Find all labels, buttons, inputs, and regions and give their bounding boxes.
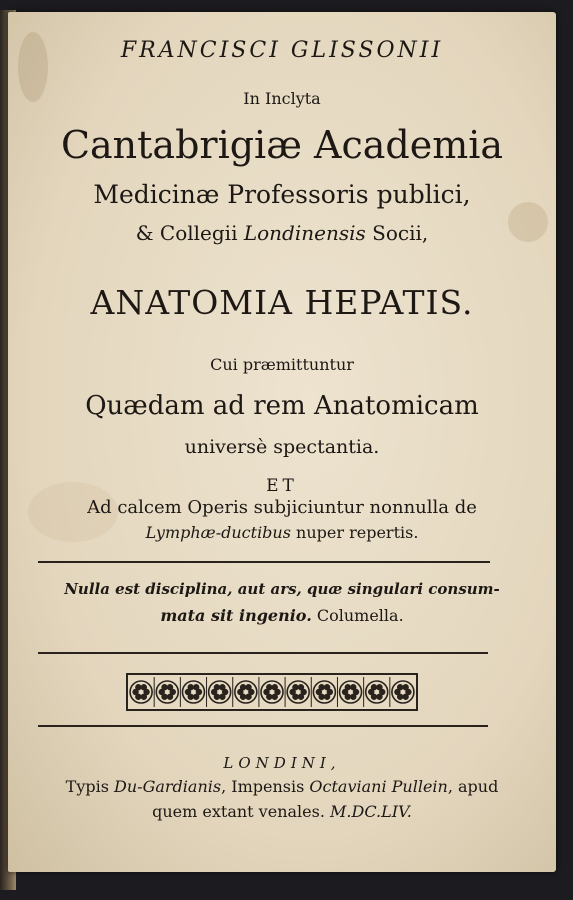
ornament-rosette (180, 677, 204, 707)
et-line: ET (266, 476, 298, 496)
lymphae-ductibus: Lymphæ-ductibus (145, 523, 291, 542)
typis-word: Typis (65, 777, 109, 796)
universe-line: universè spectantia. (184, 436, 380, 458)
ornament-rosette (130, 681, 152, 703)
imprint-date: M.DC.LIV. (330, 802, 412, 821)
in-inclyta-line: In Inclyta (243, 89, 321, 108)
motto-line-2 (8, 608, 556, 624)
ornament-rosette (364, 677, 388, 707)
quem-extant: quem extant venales. (152, 802, 325, 821)
impensis-word: , Impensis (221, 777, 305, 796)
ornament-rosette (337, 677, 361, 707)
place-londini: LONDINI, (223, 754, 341, 772)
motto-attribution: Columella. (316, 606, 404, 625)
academia-line: Cantabrigiæ Academia (60, 123, 504, 167)
work-title: ANATOMIA HEPATIS. (90, 283, 474, 322)
rule-upper (38, 561, 490, 563)
ad-calcem-line: Ad calcem Operis subjiciuntur nonnulla de (87, 497, 477, 518)
ornament-rosette (390, 677, 414, 707)
collegium-line (8, 223, 556, 243)
quaedam-line: Quædam ad rem Anatomicam (85, 391, 479, 421)
nuper-repertis: nuper repertis. (296, 523, 419, 542)
collegium-post: Socii, (372, 221, 429, 245)
publisher-octaviani: Octaviani Pullein (309, 777, 448, 796)
decorative-ornament-band (126, 673, 418, 711)
author-name: FRANCISCI GLISSONII (120, 38, 444, 63)
printer-du-gardianis: Du-Gardianis (114, 777, 222, 796)
printer-line (8, 779, 556, 795)
praemittuntur-line: Cui præmittuntur (210, 355, 354, 374)
rule-lower (38, 725, 488, 727)
ornament-rosette (259, 677, 283, 707)
professor-line: Medicinæ Professoris publici, (93, 180, 471, 209)
ornament-rosette (207, 677, 231, 707)
collegium-pre: & Collegii (135, 221, 238, 245)
collegium-londinensis: Londinensis (243, 221, 366, 245)
sale-line (8, 804, 556, 820)
motto-continuation: mata sit ingenio. (160, 606, 312, 625)
rule-middle (38, 652, 488, 654)
ornament-rosette (154, 677, 178, 707)
lymphae-line (8, 525, 556, 541)
motto-line-1: Nulla est disciplina, aut ars, quæ singulari consum- (64, 580, 500, 598)
ornament-pattern-icon (128, 675, 416, 709)
apud-word: , apud (447, 777, 499, 796)
ornament-rosette (285, 677, 309, 707)
ornament-rosette (311, 677, 335, 707)
ornament-rosette (233, 677, 257, 707)
